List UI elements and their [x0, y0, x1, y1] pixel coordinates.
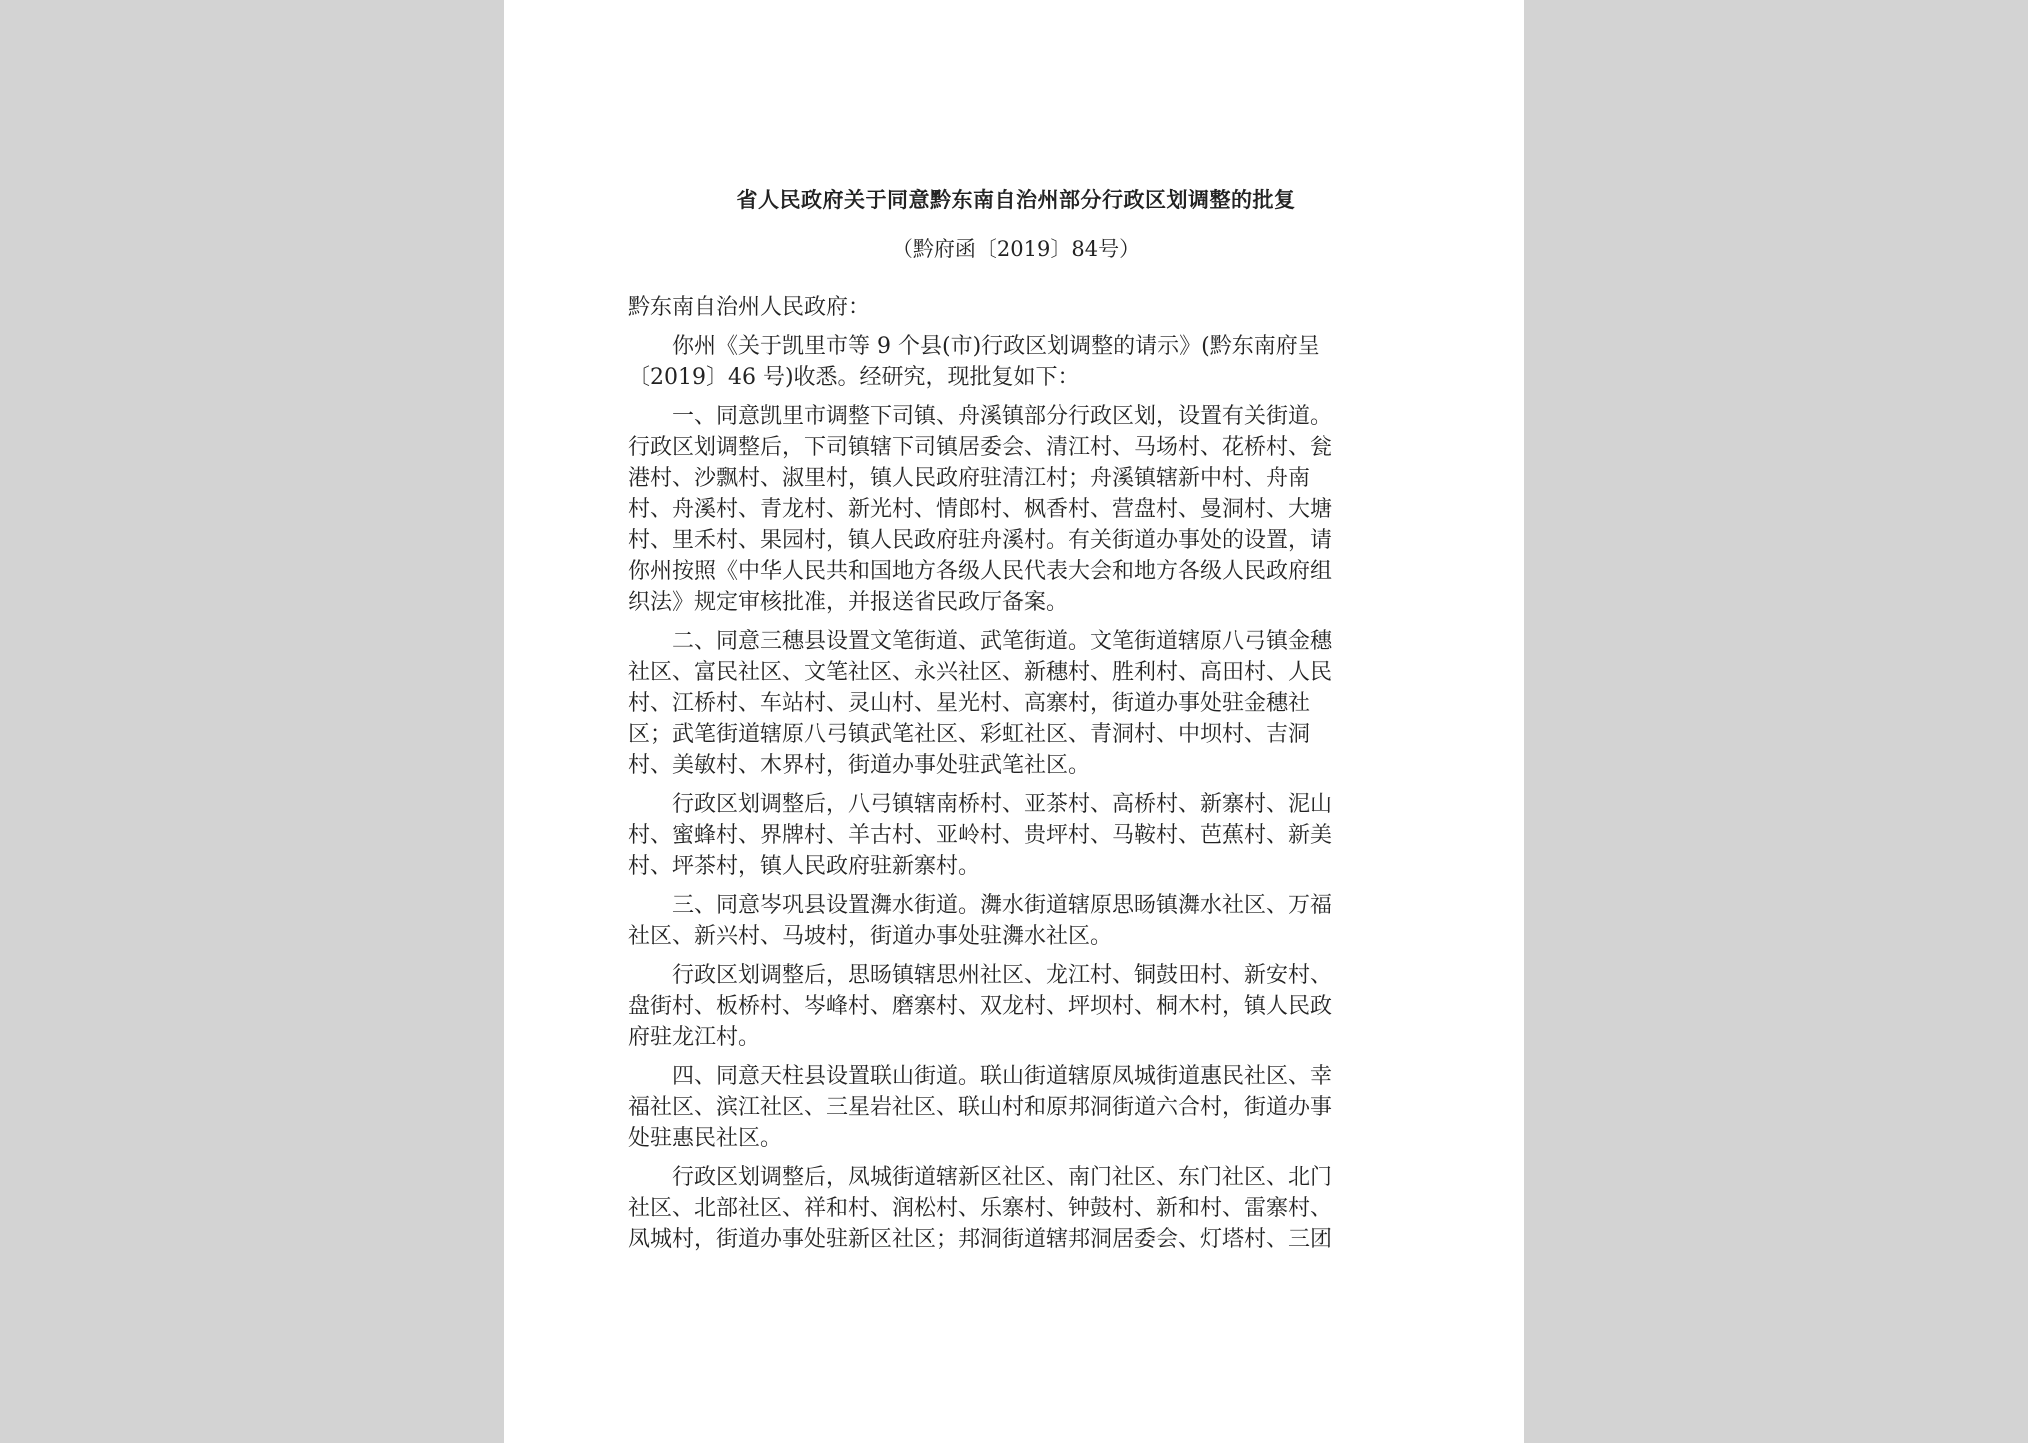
document-title: 省人民政府关于同意黔东南自治州部分行政区划调整的批复	[736, 188, 1296, 212]
document-number: （黔府函〔2019〕84号）	[891, 237, 1141, 261]
paragraph: 行政区划调整后，凤城街道辖新区社区、南门社区、东门社区、北门 社区、北部社区、祥和村、润松村、乐寨村、钟鼓村、新和村、雷寨村、 凤城村，街道办事处驻新区社区；邦洞街道辖邦洞居委会、灯塔村、三团	[628, 1165, 1333, 1252]
paragraph: 三、同意岑巩县设置㵲水街道。㵲水街道辖原思旸镇㵲水社区、万福 社区、新兴村、马坡村，街道办事处驻㵲水社区。	[628, 893, 1333, 949]
paragraph: 一、同意凯里市调整下司镇、舟溪镇部分行政区划，设置有关街道。 行政区划调整后，下司镇辖下司镇居委会、清江村、马场村、花桥村、瓮 港村、沙飘村、淑里村，镇人民政府驻清江村；舟溪镇辖新中村、舟南 村、舟溪村、青龙村、新光村、情郎村、枫香村、营盘村、曼洞村、大塘 村、里禾村、果园村，镇人民政府驻舟溪村。有关街道办事处的设置，请 你州按照《中华人民共和国地方各级人民代表大会和地方各级人民政府组 织法》规定审核批准，并报送省民政厅备案。	[628, 404, 1333, 615]
paragraph: 你州《关于凯里市等 9 个县(市)行政区划调整的请示》(黔东南府呈 〔2019〕46 号)收悉。经研究，现批复如下：	[628, 334, 1320, 390]
paragraph: 行政区划调整后，思旸镇辖思州社区、龙江村、铜鼓田村、新安村、 盘街村、板桥村、岑峰村、磨寨村、双龙村、坪坝村、桐木村，镇人民政 府驻龙江村。	[628, 963, 1333, 1050]
document-page	[504, 0, 1524, 1443]
paragraph: 四、同意天柱县设置联山街道。联山街道辖原凤城街道惠民社区、幸 福社区、滨江社区、三星岩社区、联山村和原邦洞街道六合村，街道办事 处驻惠民社区。	[628, 1064, 1333, 1151]
paragraph: 二、同意三穗县设置文笔街道、武笔街道。文笔街道辖原八弓镇金穗 社区、富民社区、文笔社区、永兴社区、新穗村、胜利村、高田村、人民 村、江桥村、车站村、灵山村、星光村、高寨村，街道办事处驻金穗社 区；武笔街道辖原八弓镇武笔社区、彩虹社区、青洞村、中坝村、吉洞 村、美敏村、木界村，街道办事处驻武笔社区。	[628, 629, 1333, 778]
document-body	[628, 182, 1404, 1255]
paragraph: 行政区划调整后，八弓镇辖南桥村、亚茶村、高桥村、新寨村、泥山 村、蜜蜂村、界牌村、羊古村、亚岭村、贵坪村、马鞍村、芭蕉村、新美 村、坪茶村，镇人民政府驻新寨村。	[628, 792, 1333, 879]
addressee: 黔东南自治州人民政府：	[628, 295, 871, 320]
